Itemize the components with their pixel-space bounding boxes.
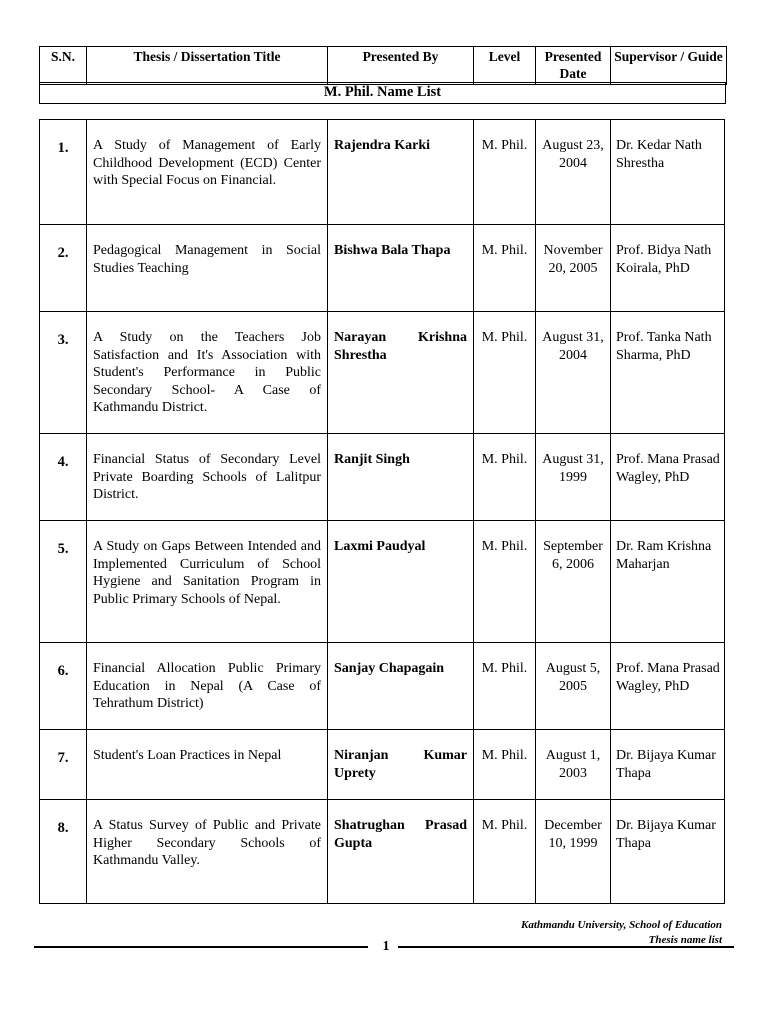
row-number: 2. [40, 225, 87, 312]
table-header [39, 46, 727, 85]
table-row [40, 120, 725, 225]
presented-date: August 31, 1999 [536, 434, 611, 521]
level: M. Phil. [474, 521, 536, 643]
footer-rule-left [34, 946, 368, 948]
level: M. Phil. [474, 120, 536, 225]
table-row [40, 225, 725, 312]
supervisor-name: Dr. Kedar Nath Shrestha [611, 120, 725, 225]
supervisor-name: Dr. Bijaya Kumar Thapa [611, 730, 725, 800]
presented-date: August 1, 2003 [536, 730, 611, 800]
table-row [40, 800, 725, 904]
header-presented-date: Presented Date [536, 47, 611, 85]
supervisor-name: Prof. Mana Prasad Wagley, PhD [611, 643, 725, 730]
presented-date: November 20, 2005 [536, 225, 611, 312]
thesis-title: A Study of Management of Early Childhood Development (ECD) Center with Special Focus on Financial. [87, 120, 328, 225]
header-sn: S.N. [40, 47, 87, 85]
level: M. Phil. [474, 225, 536, 312]
thesis-title: A Status Survey of Public and Private Higher Secondary Schools of Kathmandu Valley. [87, 800, 328, 904]
thesis-title: A Study on the Teachers Job Satisfaction and It's Association with Student's Performance in Public Secondary School- A Case of Kathmandu District. [87, 312, 328, 434]
header-level: Level [474, 47, 536, 85]
presenter-name: Shatrughan Prasad Gupta [328, 800, 474, 904]
supervisor-name: Dr. Ram Krishna Maharjan [611, 521, 725, 643]
presenter-name: Laxmi Paudyal [328, 521, 474, 643]
row-number: 7. [40, 730, 87, 800]
footer-rule-right [398, 946, 734, 948]
presenter-name: Niranjan Kumar Uprety [328, 730, 474, 800]
supervisor-name: Prof. Bidya Nath Koirala, PhD [611, 225, 725, 312]
presented-date: August 31, 2004 [536, 312, 611, 434]
table-row [40, 434, 725, 521]
table-row [40, 730, 725, 800]
row-number: 5. [40, 521, 87, 643]
header-presented-by: Presented By [328, 47, 474, 85]
table-row [40, 521, 725, 643]
thesis-table [39, 119, 725, 904]
supervisor-name: Dr. Bijaya Kumar Thapa [611, 800, 725, 904]
level: M. Phil. [474, 643, 536, 730]
footer-doc-title: Thesis name list [648, 934, 722, 946]
presented-date: August 23, 2004 [536, 120, 611, 225]
thesis-title: Pedagogical Management in Social Studies Teaching [87, 225, 328, 312]
supervisor-name: Prof. Mana Prasad Wagley, PhD [611, 434, 725, 521]
presented-date: December 10, 1999 [536, 800, 611, 904]
header-supervisor: Supervisor / Guide [611, 47, 727, 85]
thesis-title: Financial Allocation Public Primary Education in Nepal (A Case of Tehrathum District) [87, 643, 328, 730]
presenter-name: Narayan Krishna Shrestha [328, 312, 474, 434]
row-number: 3. [40, 312, 87, 434]
level: M. Phil. [474, 800, 536, 904]
level: M. Phil. [474, 730, 536, 800]
thesis-title: A Study on Gaps Between Intended and Implemented Curriculum of School Hygiene and Sanitation Program in Public Primary Schools of Nepal. [87, 521, 328, 643]
row-number: 8. [40, 800, 87, 904]
supervisor-name: Prof. Tanka Nath Sharma, PhD [611, 312, 725, 434]
thesis-title: Student's Loan Practices in Nepal [87, 730, 328, 800]
footer-institution: Kathmandu University, School of Education [521, 919, 722, 931]
presented-date: September 6, 2006 [536, 521, 611, 643]
table-row [40, 312, 725, 434]
presenter-name: Bishwa Bala Thapa [328, 225, 474, 312]
presenter-name: Sanjay Chapagain [328, 643, 474, 730]
presented-date: August 5, 2005 [536, 643, 611, 730]
row-number: 4. [40, 434, 87, 521]
level: M. Phil. [474, 312, 536, 434]
footer [521, 918, 722, 948]
section-title: M. Phil. Name List [39, 82, 726, 104]
row-number: 1. [40, 120, 87, 225]
thesis-title: Financial Status of Secondary Level Private Boarding Schools of Lalitpur District. [87, 434, 328, 521]
presenter-name: Ranjit Singh [328, 434, 474, 521]
level: M. Phil. [474, 434, 536, 521]
presenter-name: Rajendra Karki [328, 120, 474, 225]
table-row [40, 643, 725, 730]
page-number: 1 [378, 939, 394, 955]
row-number: 6. [40, 643, 87, 730]
header-title: Thesis / Dissertation Title [87, 47, 328, 85]
